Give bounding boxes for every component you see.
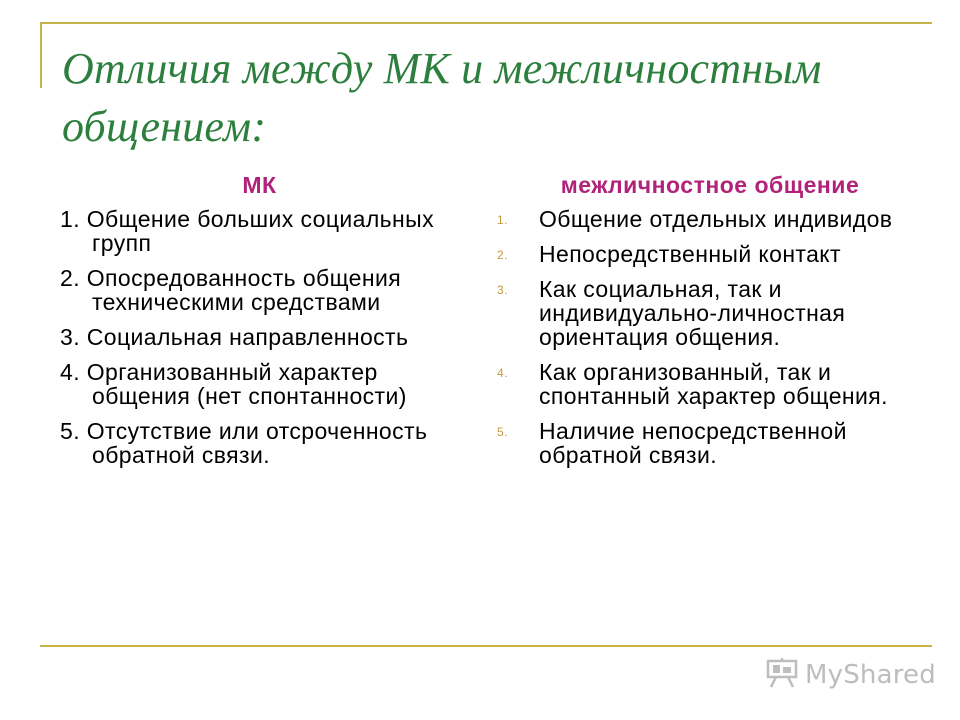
list-item-text: Общение отдельных индивидов [539,206,893,232]
list-number: 2. [497,248,508,262]
list-number: 4. [497,366,508,380]
slide-title: Отличия между МК и межличностным общением: [62,44,822,151]
frame-left-line [40,22,42,88]
presentation-board-icon [765,657,799,694]
watermark [765,657,936,693]
left-list [60,207,460,478]
frame-top-line [40,22,932,24]
list-number: 3. [497,283,508,297]
right-column-heading: межличностное общение [560,172,860,198]
list-item-text: Как организованный, так и спонтанный характер общения. [539,359,888,409]
watermark-text: MyShared [805,660,936,690]
right-list-item [497,242,927,266]
left-list-item: 4. Организованный характер общения (нет спонтанности) [60,359,407,409]
right-list [497,207,927,478]
left-list-item: 2. Опосредованность общения техническими средствами [60,265,402,315]
right-list-item [497,207,927,231]
left-list-item: 3. Социальная направленность [60,324,409,350]
left-list-item: 5. Отсутствие или отсроченность обратной связи. [60,418,428,468]
left-list-item: 1. Общение больших социальных групп [60,206,434,256]
list-number: 5. [497,425,508,439]
list-item-text: Непосредственный контакт [539,241,841,267]
list-item-text: Как социальная, так и индивидуально-личностная ориентация общения. [539,276,846,350]
left-column-heading: МК [242,172,277,198]
list-number: 1. [497,213,508,227]
list-item-text: Наличие непосредственной обратной связи. [539,418,847,468]
right-list-item [497,419,927,467]
right-list-item [497,360,927,408]
right-list-item [497,277,927,349]
frame-bottom-line [40,645,932,647]
